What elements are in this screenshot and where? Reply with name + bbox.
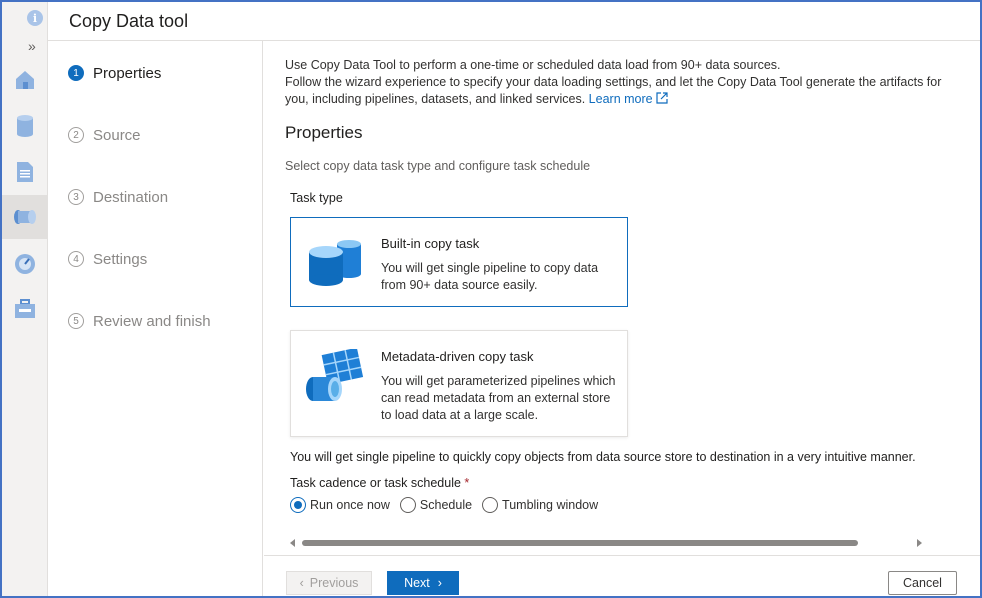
rail-item-manage[interactable] <box>2 287 48 331</box>
intro-line-2 <box>285 74 945 108</box>
cadence-label-text: Task cadence or task schedule <box>290 476 461 490</box>
radio-circle[interactable] <box>482 497 498 513</box>
learn-more-label: Learn more <box>588 92 653 106</box>
step-number: 1 <box>68 65 84 81</box>
step-number: 3 <box>68 189 84 205</box>
section-subtitle: Select copy data task type and configure task schedule <box>285 159 591 173</box>
learn-more-link[interactable] <box>589 92 668 106</box>
step-label: Properties <box>93 64 162 82</box>
pipeline-icon <box>13 206 37 228</box>
monitor-gauge-icon <box>13 252 37 276</box>
step-label: Review and finish <box>93 312 211 330</box>
step-destination[interactable] <box>68 186 168 208</box>
step-number: 4 <box>68 251 84 267</box>
cadence-radio-group <box>290 497 608 513</box>
cadence-label <box>290 476 469 490</box>
footer <box>264 555 980 596</box>
card-description: You will get single pipeline to copy data from 90+ data source easily. <box>381 261 599 292</box>
card-built-in-copy-task[interactable] <box>290 217 628 307</box>
home-icon <box>13 68 37 92</box>
step-label: Destination <box>93 188 169 206</box>
cancel-label: Cancel <box>903 576 942 590</box>
radio-label: Tumbling window <box>502 498 599 512</box>
database-copy-icon <box>307 238 365 288</box>
scroll-right-icon[interactable] <box>917 539 922 547</box>
intro-line-2-text: Follow the wizard experience to specify your data loading settings, and let the Copy Data Tool generate the artifacts for you, including pipelines, datasets, and linked services. <box>285 75 942 106</box>
horizontal-scrollbar[interactable] <box>288 538 924 548</box>
step-properties[interactable] <box>68 62 161 84</box>
intro-text <box>285 57 945 108</box>
radio-circle[interactable] <box>290 497 306 513</box>
double-chevron-right-icon[interactable]: » <box>28 38 36 54</box>
toolbox-icon <box>13 298 37 320</box>
database-icon <box>14 114 36 138</box>
step-number: 5 <box>68 313 84 329</box>
left-rail <box>2 2 48 596</box>
step-label: Settings <box>93 250 148 268</box>
step-settings[interactable] <box>68 248 147 270</box>
task-type-description: You will get single pipeline to quickly copy objects from data source store to destination in a very intuitive manner. <box>290 450 916 464</box>
info-icon[interactable]: i <box>27 10 43 26</box>
chevron-right-icon: › <box>437 576 442 590</box>
step-review-and-finish[interactable] <box>68 310 211 332</box>
required-mark: * <box>464 476 470 490</box>
cancel-button[interactable] <box>888 571 957 595</box>
external-link-icon <box>656 92 668 104</box>
step-label: Source <box>93 126 141 144</box>
radio-label: Schedule <box>419 498 473 512</box>
page-title: Copy Data tool <box>69 11 189 31</box>
section-heading: Properties <box>285 123 363 142</box>
task-type-label: Task type <box>290 191 343 205</box>
rail-item-data[interactable] <box>2 104 48 148</box>
scrollbar-thumb[interactable] <box>302 540 858 546</box>
next-label: Next <box>404 576 430 590</box>
rail-item-home[interactable] <box>2 58 48 102</box>
previous-button[interactable] <box>286 571 372 595</box>
radio-label: Run once now <box>310 498 390 512</box>
scroll-left-icon[interactable] <box>290 539 295 547</box>
rail-item-monitor[interactable] <box>2 242 48 286</box>
step-number: 2 <box>68 127 84 143</box>
radio-tumbling-window[interactable] <box>482 497 598 513</box>
rail-item-integrate[interactable] <box>2 195 48 239</box>
step-source[interactable] <box>68 124 141 146</box>
card-metadata-driven-copy-task[interactable] <box>290 330 628 437</box>
next-button[interactable] <box>387 571 459 595</box>
metadata-table-icon <box>303 349 367 407</box>
previous-label: Previous <box>309 576 359 590</box>
radio-schedule[interactable] <box>400 497 472 513</box>
main-content <box>264 41 980 596</box>
card-title: Built-in copy task <box>381 236 480 251</box>
chevron-left-icon: ‹ <box>299 576 304 590</box>
rail-item-develop[interactable] <box>2 150 48 194</box>
header <box>48 2 980 41</box>
document-icon <box>15 160 35 184</box>
radio-run-once-now[interactable] <box>290 497 390 513</box>
radio-circle[interactable] <box>400 497 416 513</box>
intro-line-1: Use Copy Data Tool to perform a one-time or scheduled data load from 90+ data sources. <box>285 58 781 72</box>
card-title: Metadata-driven copy task <box>381 349 534 364</box>
card-description: You will get parameterized pipelines which can read metadata from an external store to load data at a large scale. <box>381 374 616 422</box>
wizard-steps <box>48 41 263 596</box>
